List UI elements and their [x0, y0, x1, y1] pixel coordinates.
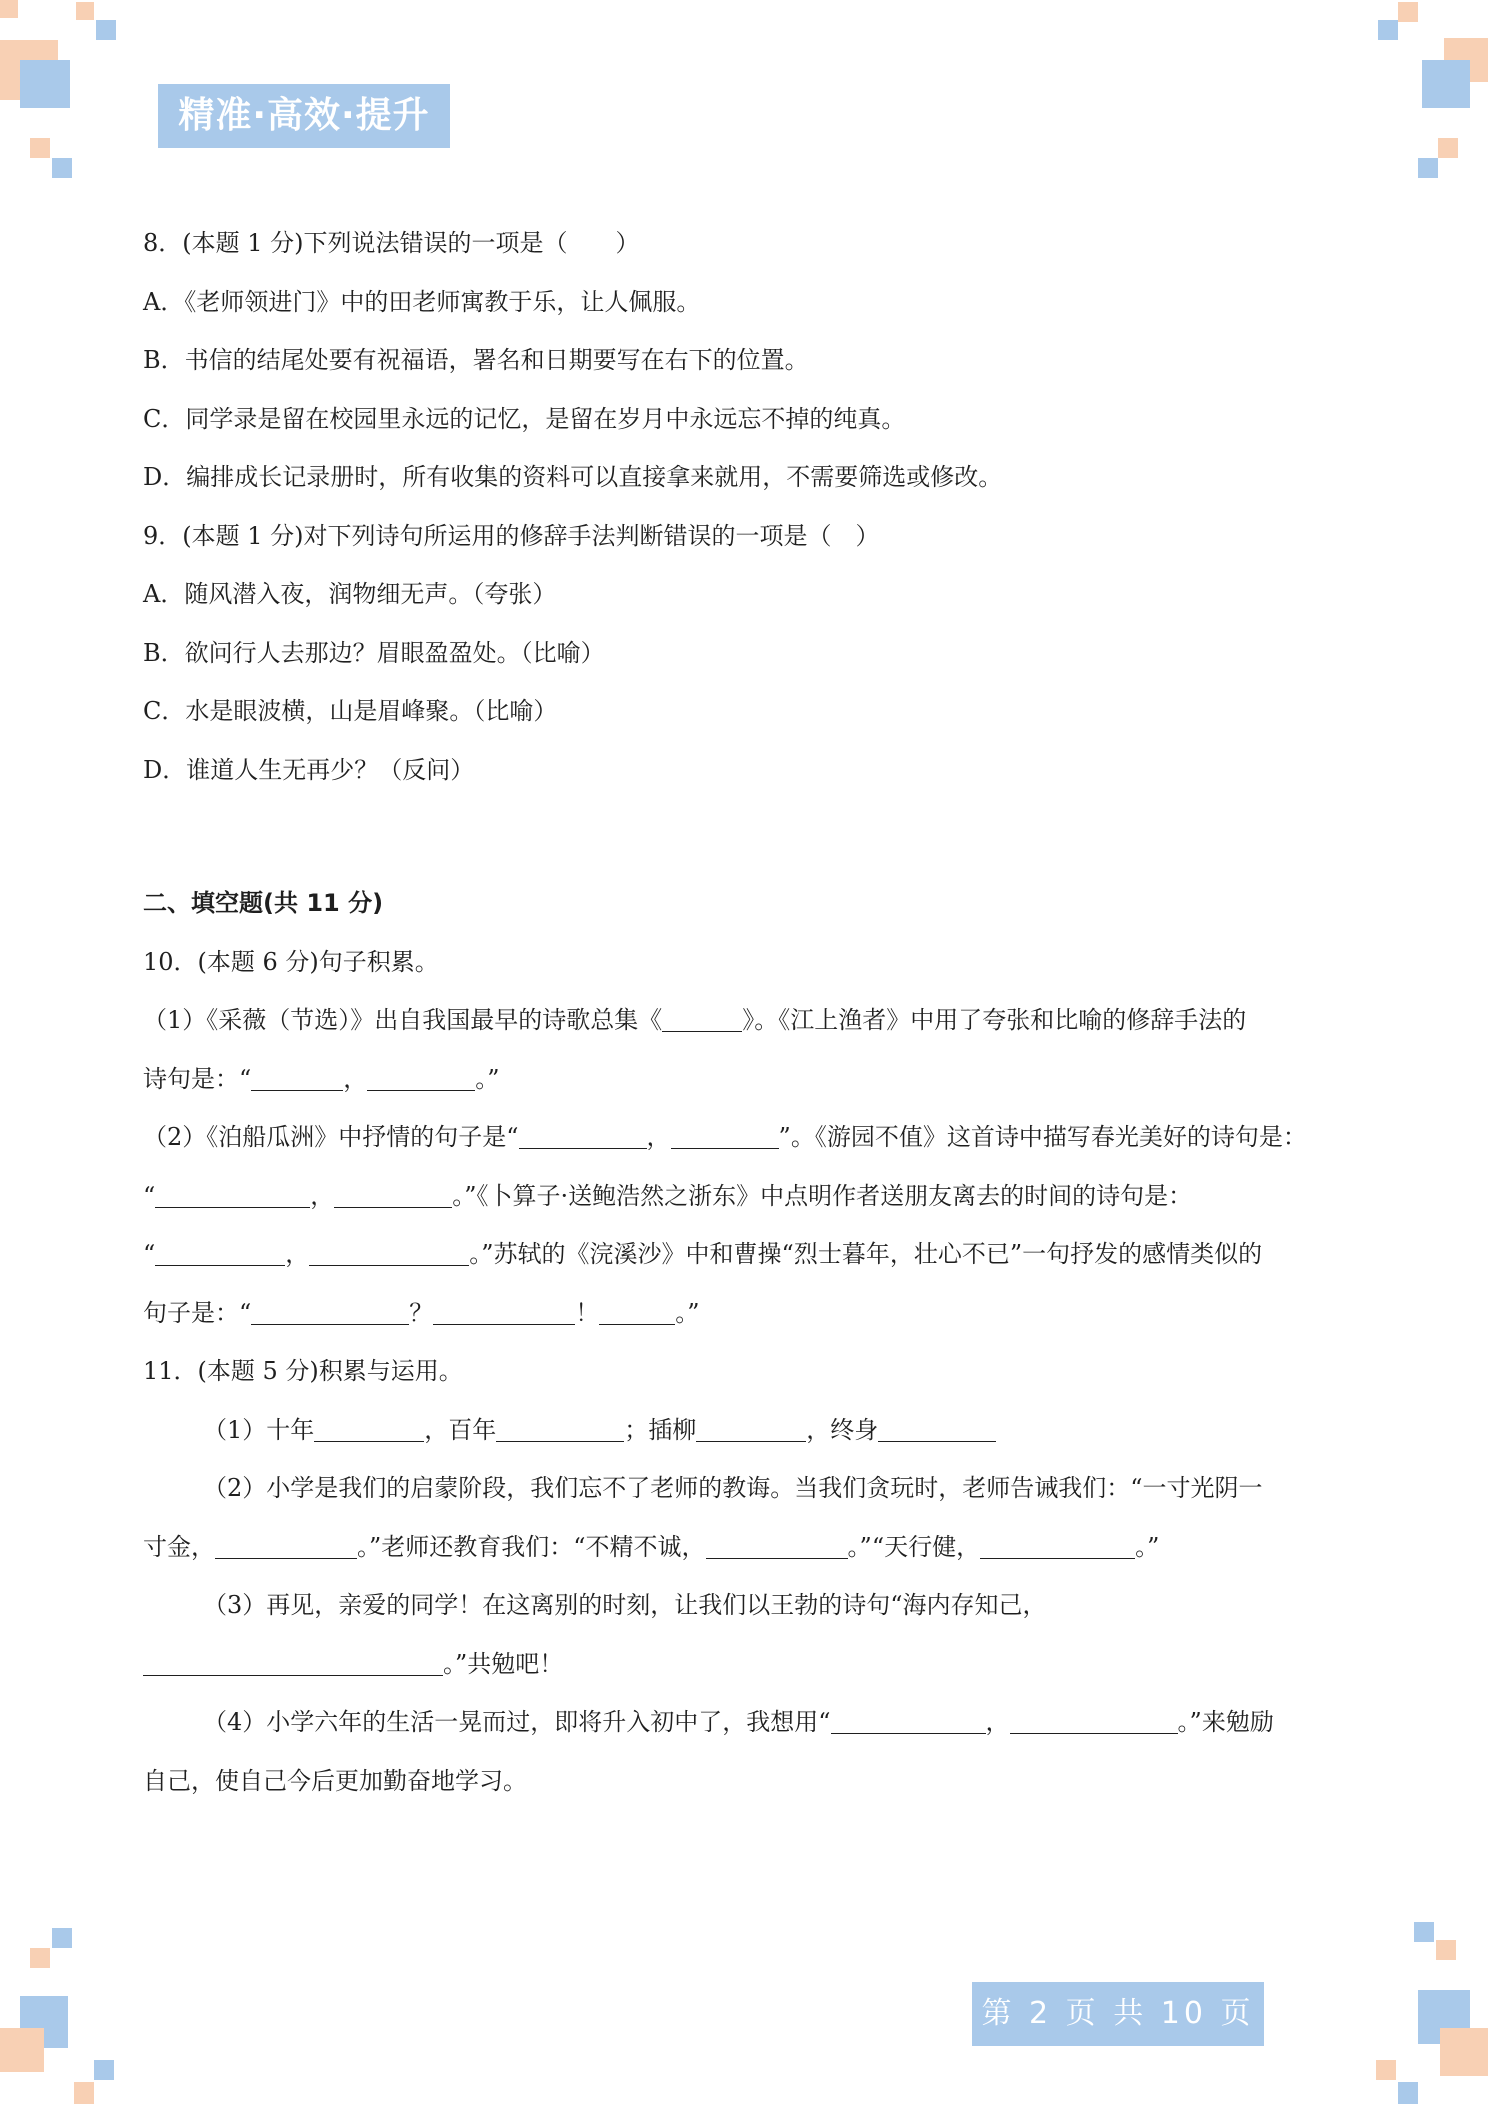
question-8-stem: 8．(本题 1 分)下列说法错误的一项是（ ）: [143, 229, 640, 257]
fill-blank[interactable]: [334, 1183, 452, 1208]
fill-blank[interactable]: [706, 1534, 848, 1559]
corner-decoration: [0, 2028, 44, 2072]
text: ！: [575, 1298, 600, 1327]
q11-part-4-line-2: 自己，使自己今后更加勤奋地学习。: [143, 1766, 527, 1795]
q10-part-1-line-2: [143, 1050, 1348, 1109]
fill-blank[interactable]: [433, 1300, 575, 1325]
text: （2）《泊船瓜洲》中抒情的句子是“: [143, 1123, 519, 1151]
text: ，: [285, 1240, 310, 1268]
corner-decoration: [1398, 2082, 1418, 2104]
q10-part-2-line-2: [143, 1167, 1348, 1226]
corner-decoration: [1438, 138, 1458, 158]
text: （1）十年: [203, 1415, 315, 1444]
fill-blank[interactable]: [671, 1124, 779, 1149]
text: 。”老师还教育我们：“不精不诚，: [357, 1532, 706, 1561]
corner-decoration: [1398, 2, 1418, 22]
corner-decoration: [1418, 158, 1438, 178]
fill-blank[interactable]: [215, 1534, 357, 1559]
corner-decoration: [30, 1948, 50, 1968]
text: “: [143, 1240, 156, 1268]
q9-option-b: B．欲问行人去那边？眉眼盈盈处。（比喻）: [143, 638, 605, 667]
fill-blank[interactable]: [496, 1417, 624, 1442]
corner-decoration: [94, 2060, 114, 2080]
text: ，: [343, 1064, 368, 1093]
text: 。”共勉吧！: [443, 1649, 564, 1678]
corner-decoration: [74, 2082, 94, 2104]
q8-option-d: D．编排成长记录册时，所有收集的资料可以直接拿来就用，不需要筛选或修改。: [143, 463, 1003, 491]
q8-option-c: C．同学录是留在校园里永远的记忆，是留在岁月中永远忘不掉的纯真。: [143, 404, 906, 433]
q11-part-3-line-1: （3）再见，亲爱的同学！在这离别的时刻，让我们以王勃的诗句“海内存知己，: [203, 1591, 1047, 1619]
text: ，终身: [806, 1415, 879, 1444]
text: 。”: [1135, 1532, 1160, 1561]
text: ”。《游园不值》这首诗中描写春光美好的诗句是：: [778, 1123, 1307, 1151]
fill-blank[interactable]: [519, 1124, 647, 1149]
worksheet-content: [143, 214, 1348, 1810]
fill-blank[interactable]: [314, 1417, 424, 1442]
corner-decoration: [30, 138, 50, 158]
fill-blank[interactable]: [831, 1709, 986, 1734]
text: 寸金，: [143, 1532, 215, 1561]
q9-option-c: C．水是眼波横，山是眉峰聚。（比喻）: [143, 697, 558, 725]
fill-blank[interactable]: [1010, 1709, 1178, 1734]
text: ，: [646, 1123, 671, 1151]
text: 。”来勉励: [1177, 1708, 1274, 1736]
q11-part-3-line-2: [143, 1635, 1348, 1694]
q11-part-4-line-1: [143, 1693, 1348, 1752]
corner-decoration: [52, 158, 72, 178]
q9-option-d: D．谁道人生无再少？（反问）: [143, 755, 475, 784]
q11-part-2-line-2: [143, 1518, 1348, 1577]
question-9-stem: 9．(本题 1 分)对下列诗句所运用的修辞手法判断错误的一项是（ ）: [143, 521, 880, 550]
q11-part-1: [143, 1401, 1348, 1460]
text: 。”: [475, 1064, 500, 1093]
text: ，: [985, 1708, 1010, 1736]
fill-blank[interactable]: [980, 1534, 1135, 1559]
question-10-stem: 10．(本题 6 分)句子积累。: [143, 947, 439, 976]
q10-part-2-line-1: [143, 1108, 1348, 1167]
page-number: 第 2 页 共 10 页: [972, 1982, 1264, 2046]
text: ？: [409, 1298, 434, 1327]
text: ，: [310, 1181, 335, 1210]
corner-decoration: [96, 20, 116, 40]
corner-decoration: [52, 1928, 72, 1948]
corner-decoration: [1436, 1940, 1456, 1960]
fill-blank[interactable]: [251, 1300, 409, 1325]
text: （1）《采薇（节选）》出自我国最早的诗歌总集《: [143, 1006, 663, 1034]
text: 句子是：“: [143, 1298, 252, 1327]
section-2-title: 二、填空题(共 11 分): [143, 889, 384, 917]
fill-blank[interactable]: [878, 1417, 996, 1442]
text: 。”苏轼的《浣溪沙》中和曹操“烈士暮年，壮心不已”一句抒发的感情类似的: [469, 1240, 1263, 1268]
question-11-stem: 11．(本题 5 分)积累与运用。: [143, 1357, 463, 1385]
text: 。”: [675, 1298, 700, 1327]
fill-blank[interactable]: [155, 1183, 310, 1208]
text: 。”“天行健，: [847, 1532, 981, 1561]
corner-decoration: [1422, 60, 1470, 108]
corner-decoration: [76, 2, 94, 20]
fill-blank[interactable]: [662, 1007, 742, 1032]
q8-option-a: A．《老师领进门》中的田老师寓教于乐，让人佩服。: [143, 287, 701, 316]
header-badge: 精准·高效·提升: [158, 84, 450, 148]
corner-decoration: [1376, 2060, 1396, 2080]
q10-part-2-line-3: [143, 1225, 1348, 1284]
fill-blank[interactable]: [251, 1066, 343, 1091]
q8-option-b: B．书信的结尾处要有祝福语，署名和日期要写在右下的位置。: [143, 346, 809, 374]
corner-decoration: [1440, 2028, 1488, 2076]
section-gap: [143, 799, 1348, 874]
q11-part-2-line-1: （2）小学是我们的启蒙阶段，我们忘不了老师的教诲。当我们贪玩时，老师告诫我们：“一寸光阴一: [203, 1474, 1263, 1502]
text: “: [143, 1181, 156, 1210]
q10-part-1-line-1: [143, 991, 1348, 1050]
text: （4）小学六年的生活一晃而过，即将升入初中了，我想用“: [203, 1708, 831, 1736]
fill-blank[interactable]: [696, 1417, 806, 1442]
q9-option-a: A．随风潜入夜，润物细无声。（夸张）: [143, 580, 557, 608]
fill-blank[interactable]: [309, 1241, 469, 1266]
fill-blank[interactable]: [599, 1300, 675, 1325]
q10-part-2-line-4: [143, 1284, 1348, 1343]
fill-blank[interactable]: [143, 1651, 443, 1676]
text: 。”《卜算子·送鲍浩然之浙东》中点明作者送朋友离去的时间的诗句是：: [452, 1181, 1193, 1210]
corner-decoration: [1414, 1922, 1434, 1942]
text: ；插柳: [624, 1415, 697, 1444]
fill-blank[interactable]: [155, 1241, 285, 1266]
corner-decoration: [20, 60, 70, 108]
fill-blank[interactable]: [367, 1066, 475, 1091]
text: ，百年: [424, 1415, 497, 1444]
text: 》。《江上渔者》中用了夸张和比喻的修辞手法的: [742, 1006, 1247, 1034]
text: 诗句是：“: [143, 1064, 252, 1093]
corner-decoration: [1378, 20, 1398, 40]
corner-decoration: [0, 0, 18, 18]
